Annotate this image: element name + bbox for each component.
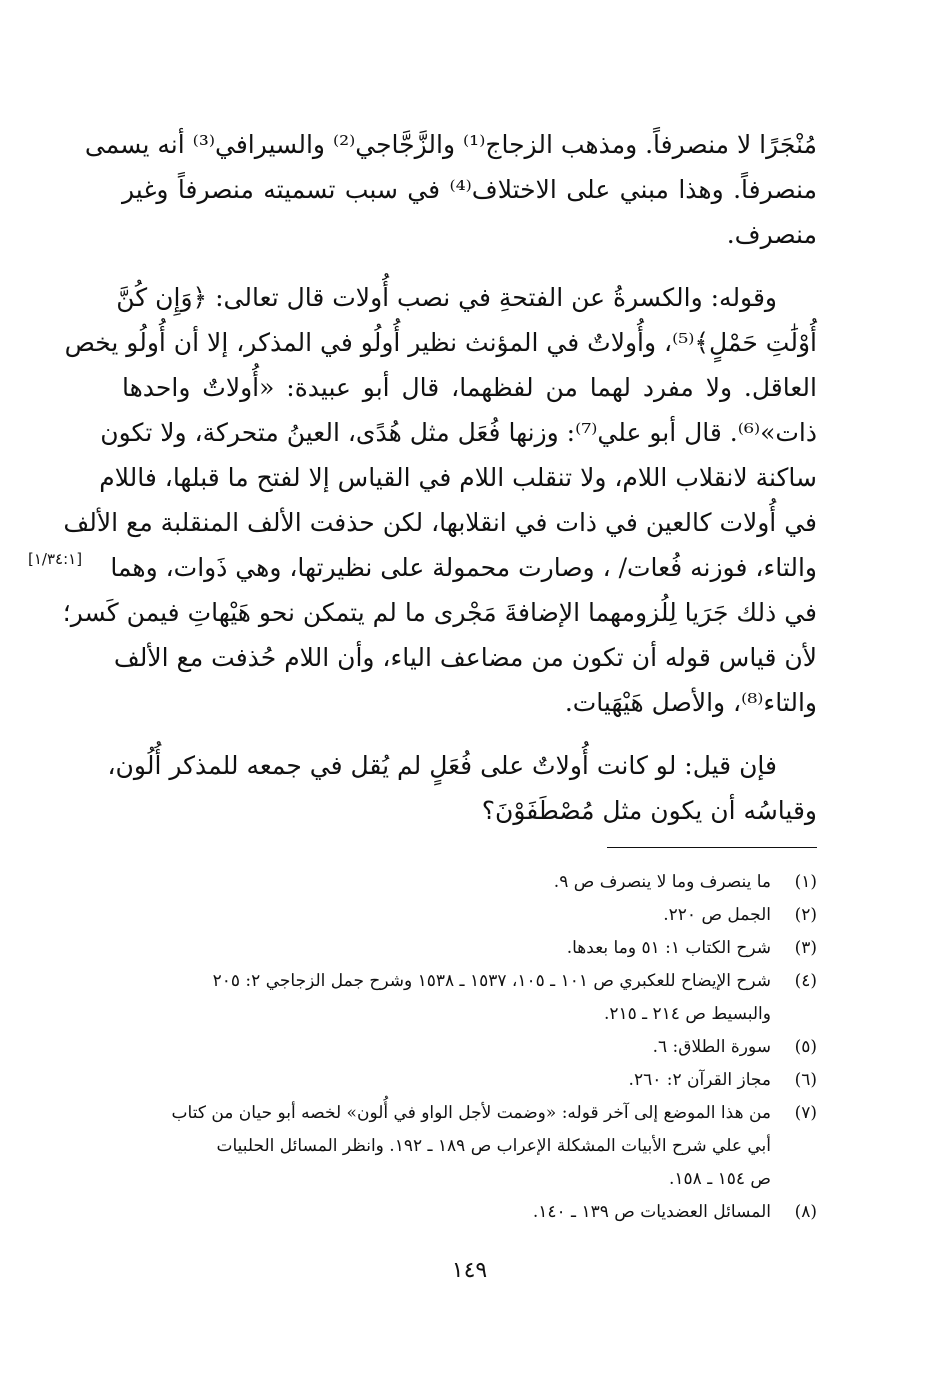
footnote-text: ما ينصرف وما لا ينصرف ص ٩. xyxy=(553,872,771,892)
footnote-text: المسائل العضديات ص ١٣٩ ـ ١٤٠. xyxy=(532,1202,771,1222)
footnote xyxy=(122,899,817,932)
footnote-text: من هذا الموضع إلى آخر قوله: «وضمت لأجل الواو في أُلون» لخصه أبو حيان من كتاب xyxy=(171,1103,771,1123)
text-line: والتاء، فوزنه فُعات/ ، وصارت محمولة على نظيرتها، وهي ذَوات، وهما xyxy=(110,553,817,582)
text-line: في ذلك جَرَيا لِلُزومهما الإضافةَ مَجْرى ما لم يتمكن نحو هَيْهاتِ فيمن كَسر؛ xyxy=(62,598,817,627)
footnote-text: الجمل ص ٢٢٠. xyxy=(663,905,771,925)
main-text xyxy=(62,122,817,851)
text-line: في أُولات كالعين في ذات في انقلابها، لكن حذفت الألف المنقلبة مع الألف xyxy=(63,508,817,537)
footnote-text: والبسيط ص ٢١٤ ـ ٢١٥. xyxy=(603,1004,771,1024)
text-line: وقوله: والكسرةُ عن الفتحةِ في نصب أُولات قال تعالى: ﴿وَإِن كُنَّ xyxy=(116,283,777,312)
footnote-number: (١) xyxy=(794,872,817,892)
footnote-number: (٦) xyxy=(794,1070,817,1090)
page-number: ١٤٩ xyxy=(451,1258,488,1283)
footnote-text: مجاز القرآن ٢: ٢٦٠. xyxy=(628,1070,771,1090)
text-line: ذات»⁽⁶⁾. قال أبو علي⁽⁷⁾: وزنها فُعَل مثل هُدًى، العينُ متحركة، ولا تكون xyxy=(100,418,817,447)
text-line: منصرفاً. وهذا مبني على الاختلاف⁽⁴⁾ في سبب تسميته منصرفاً وغير xyxy=(122,175,817,204)
footnote-number: (٣) xyxy=(794,938,817,958)
text-line: مُنْجَرًا لا منصرفاً. ومذهب الزجاج⁽¹⁾ والزَّجَّاجي⁽²⁾ والسيرافي⁽³⁾ أنه يسمى xyxy=(84,130,817,159)
footnote-text: شرح الإيضاح للعكبري ص ١٠١ ـ ١٠٥، ١٥٣٧ ـ ١٥٣٨ وشرح جمل الزجاجي ٢: ٢٠٥ xyxy=(212,971,771,991)
paragraph-1 xyxy=(84,122,817,257)
text-line: لأن قياس قوله أن تكون من مضاعف الياء، وأن اللام حُذفت مع الألف xyxy=(113,643,817,672)
footnote xyxy=(122,1097,817,1196)
paragraph-2 xyxy=(62,275,817,725)
footnote-separator xyxy=(607,847,817,848)
text-line: أُوْلَٰتِ حَمْلٍ﴾⁽⁵⁾، وأُولاتٌ في المؤنث نظير أُولُو في المذكر، إلا أن أُولُو يخص xyxy=(64,328,817,357)
footnote xyxy=(122,1196,817,1229)
footnote-number: (٨) xyxy=(794,1202,817,1222)
footnote-number: (٤) xyxy=(794,971,817,991)
footnote xyxy=(122,1064,817,1097)
manuscript-folio-marker: [١/٣٤:١] xyxy=(28,550,83,568)
footnote-number: (٧) xyxy=(794,1103,817,1123)
footnote-number: (٢) xyxy=(794,905,817,925)
paragraph-3 xyxy=(107,743,817,833)
text-line: والتاء⁽⁸⁾، والأصل هَيْهَيات. xyxy=(564,688,817,717)
footnote xyxy=(122,1031,817,1064)
footnote xyxy=(122,965,817,1031)
text-line: وقياسُه أن يكون مثل مُصْطَفَوْنَ؟ xyxy=(481,796,817,825)
footnote-text: ص ١٥٤ ـ ١٥٨. xyxy=(669,1169,771,1189)
footnote-text: أبي علي شرح الأبيات المشكلة الإعراب ص ١٨٩ ـ ١٩٢. وانظر المسائل الحلبيات xyxy=(216,1136,771,1156)
text-line: ساكنة لانقلاب اللام، ولا تنقلب اللام في القياس إلا لفتح ما قبلها، فاللام xyxy=(99,463,817,492)
footnote xyxy=(122,932,817,965)
text-line: العاقل. ولا مفرد لهما من لفظهما، قال أبو عبيدة: «أُولاتٌ واحدها xyxy=(122,373,817,402)
footnote-number: (٥) xyxy=(794,1037,817,1057)
footnote xyxy=(122,866,817,899)
text-line: فإن قيل: لو كانت أُولاتٌ على فُعَلٍ لم يُقل في جمعه للمذكر أُلُون، xyxy=(107,751,777,780)
footnotes xyxy=(122,866,817,1229)
text-line: منصرف. xyxy=(726,220,817,249)
footnote-text: شرح الكتاب ١: ٥١ وما بعدها. xyxy=(566,938,771,958)
footnote-text: سورة الطلاق: ٦. xyxy=(652,1037,771,1057)
